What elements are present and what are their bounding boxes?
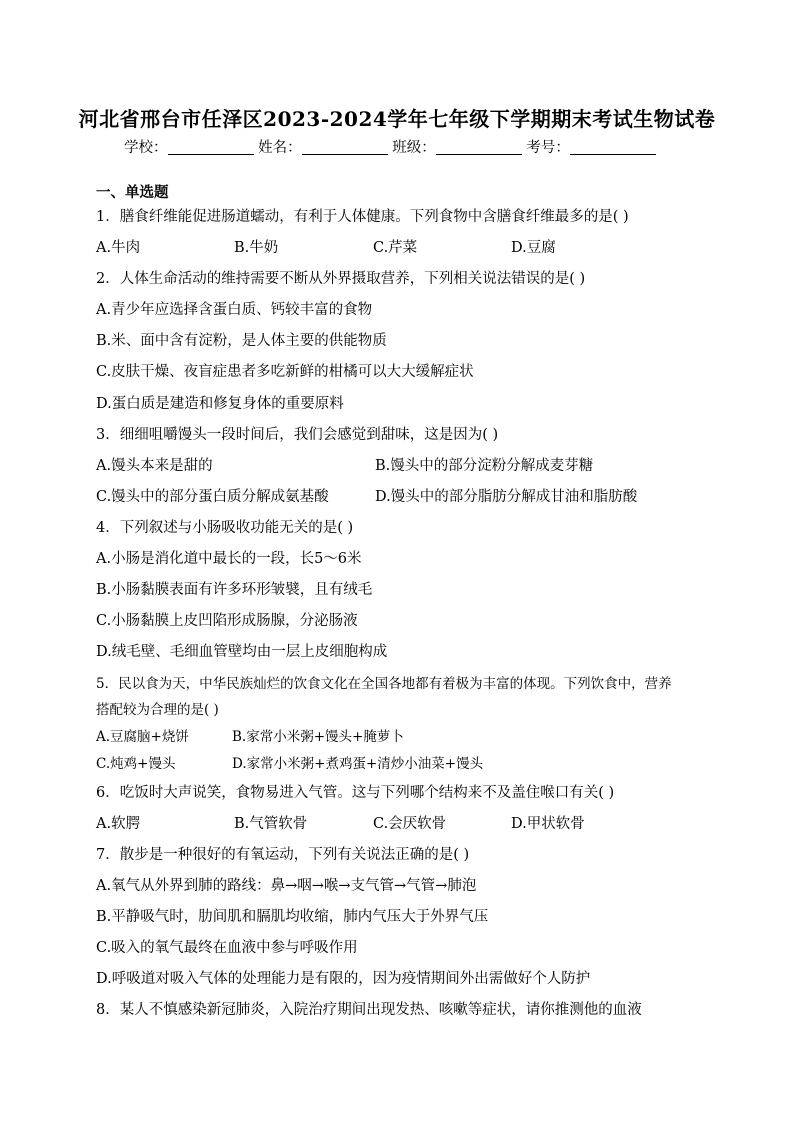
question-1-stem: 1．膳食纤维能促进肠道蠕动，有利于人体健康。下列食物中含膳食纤维最多的是( ) — [96, 209, 629, 225]
question-5-stem-line2: 搭配较为合理的是( ) — [96, 702, 219, 718]
question-5-stem-line1: 5．民以食为天，中华民族灿烂的饮食文化在全国各地都有着极为丰富的体现。下列饮食中，营养 — [96, 676, 672, 692]
exam-number-blank[interactable] — [570, 139, 656, 155]
question-4-option-d: D.绒毛壁、毛细血管壁均由一层上皮细胞构成 — [96, 644, 388, 660]
question-5-option-d: D.家常小米粥+煮鸡蛋+清炒小油菜+馒头 — [232, 756, 484, 772]
question-7-option-c: C.吸入的氧气最终在血液中参与呼吸作用 — [96, 940, 358, 956]
page-title: 河北省邢台市任泽区2023-2024学年七年级下学期期末考试生物试卷 — [78, 107, 716, 131]
question-2-option-d: D.蛋白质是建造和修复身体的重要原料 — [96, 396, 344, 412]
question-6-option-c: C.会厌软骨 — [373, 816, 447, 832]
question-7-option-d: D.呼吸道对吸入气体的处理能力是有限的，因为疫情期间外出需做好个人防护 — [96, 971, 591, 987]
question-5-option-b: B.家常小米粥+馒头+腌萝卜 — [232, 729, 404, 745]
question-5-option-a: A.豆腐脑+烧饼 — [96, 729, 189, 745]
question-2-option-b: B.米、面中含有淀粉，是人体主要的供能物质 — [96, 333, 387, 349]
school-label: 学校： — [124, 140, 168, 156]
question-2-option-c: C.皮肤干燥、夜盲症患者多吃新鲜的柑橘可以大大缓解症状 — [96, 364, 474, 380]
question-6-option-b: B.气管软骨 — [234, 816, 308, 832]
question-6-stem: 6．吃饭时大声说笑，食物易进入气管。这与下列哪个结构来不及盖住喉口有关( ) — [96, 785, 615, 801]
question-5-option-c: C.炖鸡+馒头 — [96, 756, 176, 772]
question-7-option-a: A.氧气从外界到肺的路线：鼻→咽→喉→支气管→气管→肺泡 — [96, 878, 477, 894]
question-3-option-d: D.馒头中的部分脂肪分解成甘油和脂肪酸 — [375, 489, 638, 505]
exam-number-label: 考号： — [526, 140, 570, 156]
question-4-option-c: C.小肠黏膜上皮凹陷形成肠腺，分泌肠液 — [96, 613, 358, 629]
question-3-stem: 3．细细咀嚼馒头一段时间后，我们会感觉到甜味，这是因为( ) — [96, 427, 499, 443]
question-3-option-a: A.馒头本来是甜的 — [96, 458, 213, 474]
question-4-stem: 4．下列叙述与小肠吸收功能无关的是( ) — [96, 520, 354, 536]
name-blank[interactable] — [302, 139, 388, 155]
question-3-option-c: C.馒头中的部分蛋白质分解成氨基酸 — [96, 489, 329, 505]
question-1-option-b: B.牛奶 — [234, 240, 279, 256]
question-4-option-a: A.小肠是消化道中最长的一段，长5～6米 — [96, 551, 362, 567]
question-4-option-b: B.小肠黏膜表面有许多环形皱襞，且有绒毛 — [96, 582, 373, 598]
question-2-stem: 2．人体生命活动的维持需要不断从外界摄取营养，下列相关说法错误的是( ) — [96, 271, 586, 287]
section-heading: 一、单选题 — [96, 184, 169, 201]
question-2-option-a: A.青少年应选择含蛋白质、钙较丰富的食物 — [96, 302, 373, 318]
question-1-option-a: A.牛肉 — [96, 240, 141, 256]
question-8-stem: 8．某人不慎感染新冠肺炎，入院治疗期间出现发热、咳嗽等症状，请你推测他的血液 — [96, 1002, 642, 1018]
class-label: 班级： — [392, 140, 436, 156]
question-1-option-d: D.豆腐 — [511, 240, 556, 256]
question-3-option-b: B.馒头中的部分淀粉分解成麦芽糖 — [375, 458, 594, 474]
student-info-row — [124, 136, 656, 157]
school-blank[interactable] — [168, 139, 254, 155]
class-blank[interactable] — [436, 139, 522, 155]
question-1-option-c: C.芹菜 — [373, 240, 418, 256]
question-7-stem: 7．散步是一种很好的有氧运动，下列有关说法正确的是( ) — [96, 847, 470, 863]
question-7-option-b: B.平静吸气时，肋间肌和膈肌均收缩，肺内气压大于外界气压 — [96, 909, 489, 925]
question-6-option-d: D.甲状软骨 — [511, 816, 585, 832]
name-label: 姓名： — [258, 140, 302, 156]
question-6-option-a: A.软腭 — [96, 816, 141, 832]
